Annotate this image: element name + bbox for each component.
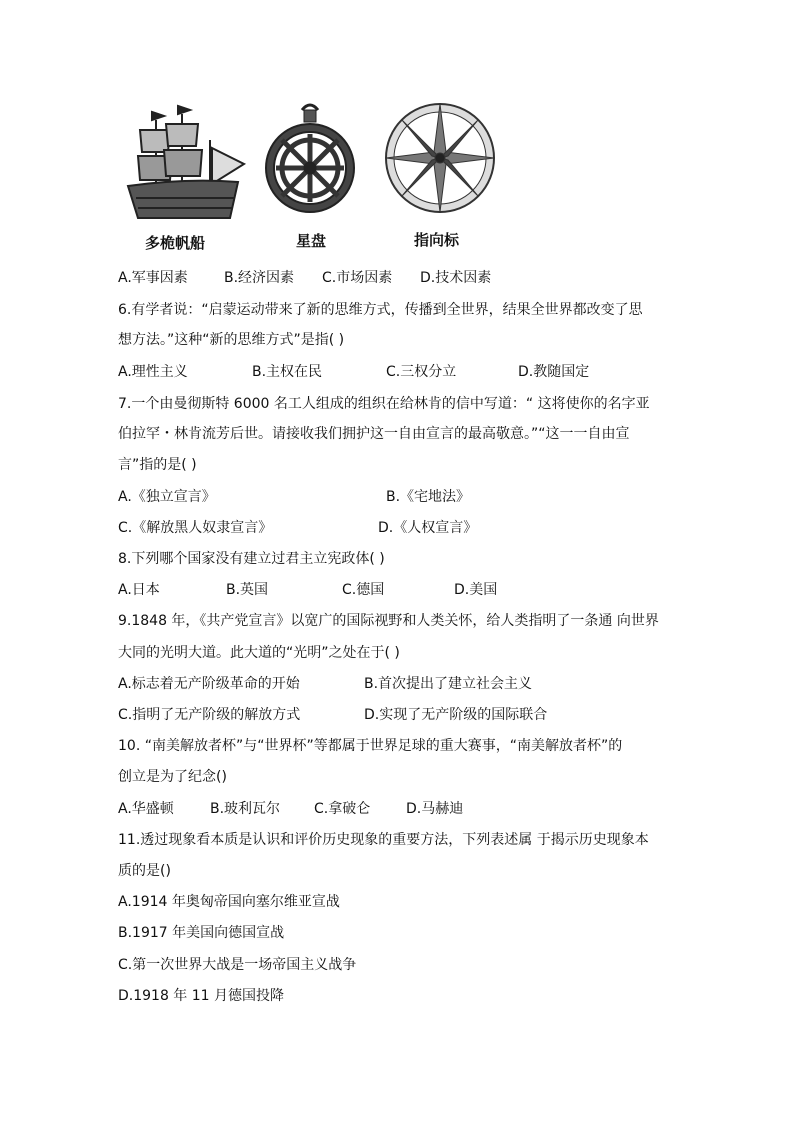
q10-option-c: C.拿破仑 (314, 801, 371, 817)
q11-option-b: B.1917 年美国向德国宣战 (118, 925, 285, 941)
q11-stem-line-2: 质的是() (118, 863, 171, 879)
q11-option-c: C.第一次世界大战是一场帝国主义战争 (118, 957, 357, 973)
q6-option-b: B.主权在民 (252, 364, 323, 380)
figure-caption-astrolabe: 星盘 (296, 232, 327, 250)
q7-option-c: C.《解放黑人奴隶宣言》 (118, 520, 273, 536)
q10-option-b: B.玻利瓦尔 (210, 801, 281, 817)
q7-option-a: A.《独立宣言》 (118, 489, 216, 505)
q6-option-c: C.三权分立 (386, 364, 457, 380)
q5-option-d: D.技术因素 (420, 270, 492, 286)
q5-option-a: A.军事因素 (118, 270, 188, 286)
q11-stem-line-1: 11.透过现象看本质是认识和评价历史现象的重要方法，下列表述属 于揭示历史现象本 (118, 832, 649, 848)
q5-option-c: C.市场因素 (322, 270, 393, 286)
q7-option-d: D.《人权宣言》 (378, 520, 478, 536)
q7-stem-line-1: 7.一个由曼彻斯特 6000 名工人组成的组织在给林肯的信中写道：“ 这将使你的名字亚 (118, 396, 650, 412)
q11-option-d: D.1918 年 11 月德国投降 (118, 988, 285, 1004)
q8-option-a: A.日本 (118, 582, 160, 598)
q8-option-d: D.美国 (454, 582, 498, 598)
q5-option-b: B.经济因素 (224, 270, 295, 286)
q10-stem-line-2: 创立是为了纪念() (118, 769, 227, 785)
q7-stem-line-2: 伯拉罕・林肯流芳后世。请接收我们拥护这一自由宣言的最高敬意。”“这一一自由宣 (118, 426, 630, 442)
q6-stem-line-2: 想方法。”这种“新的思维方式”是指( ) (118, 332, 345, 348)
figure-astrolabe (262, 100, 358, 228)
q6-option-a: A.理性主义 (118, 364, 188, 380)
sailing-ship-icon (126, 100, 252, 228)
q7-option-b: B.《宅地法》 (386, 489, 471, 505)
q6-option-d: D.教随国定 (518, 364, 590, 380)
q9-stem-line-2: 大同的光明大道。此大道的“光明”之处在于( ) (118, 645, 400, 661)
q9-stem-line-1: 9.1848 年，《共产党宣言》以宽广的国际视野和人类关怀，给人类指明了一条通 向世界 (118, 613, 659, 629)
q11-option-a: A.1914 年奥匈帝国向塞尔维亚宣战 (118, 894, 340, 910)
q9-option-a: A.标志着无产阶级革命的开始 (118, 676, 300, 692)
q9-option-b: B.首次提出了建立社会主义 (364, 676, 533, 692)
q8-option-c: C.德国 (342, 582, 385, 598)
astrolabe-icon (262, 100, 358, 228)
figure-compass-rose (376, 100, 504, 216)
q8-option-b: B.英国 (226, 582, 269, 598)
q7-stem-line-3: 言”指的是( ) (118, 457, 197, 473)
figure-caption-ship: 多桅帆船 (145, 234, 206, 252)
q10-option-a: A.华盛顿 (118, 801, 174, 817)
q6-stem-line-1: 6.有学者说：“启蒙运动带来了新的思维方式，传播到全世界，结果全世界都改变了思 (118, 302, 643, 318)
figure-caption-compass: 指向标 (414, 231, 460, 249)
q9-option-c: C.指明了无产阶级的解放方式 (118, 707, 301, 723)
compass-rose-icon (376, 100, 504, 216)
q9-option-d: D.实现了无产阶级的国际联合 (364, 707, 548, 723)
q10-stem-line-1: 10. “南美解放者杯”与“世界杯”等都属于世界足球的重大赛事，“南美解放者杯”的 (118, 738, 623, 754)
q8-stem-line-1: 8.下列哪个国家没有建立过君主立宪政体( ) (118, 551, 385, 567)
q10-option-d: D.马赫迪 (406, 801, 464, 817)
figure-sailing-ship (126, 100, 252, 228)
